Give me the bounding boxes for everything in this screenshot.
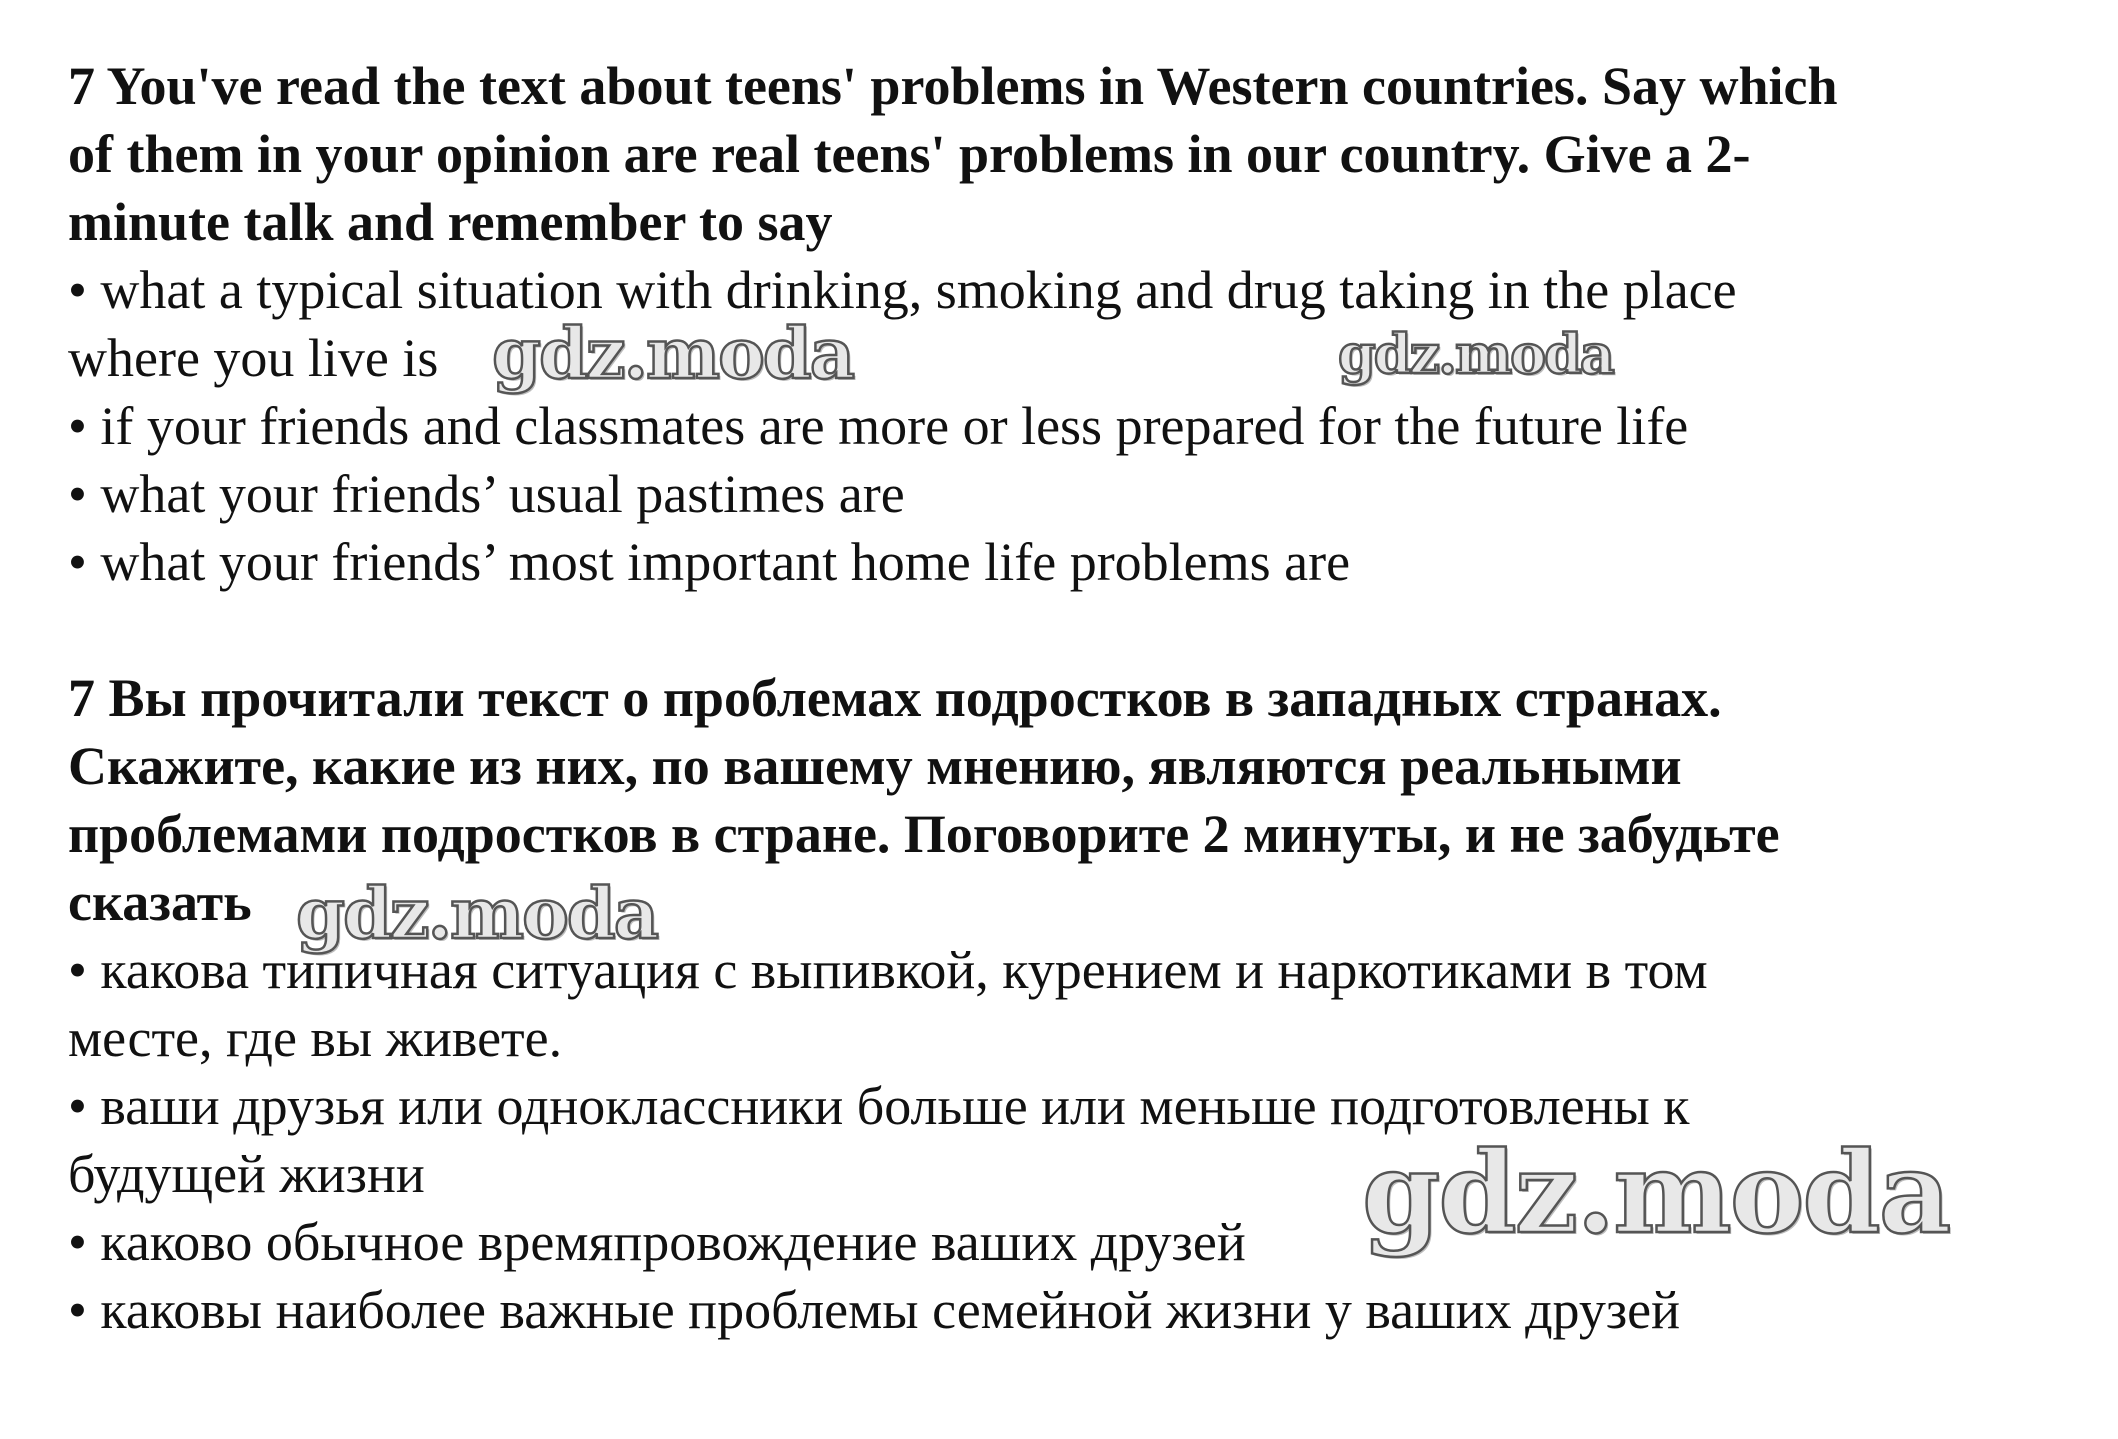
watermark-logo: gdz.moda (1362, 1128, 1950, 1259)
russian-bullet-line-4: будущей жизни (68, 1144, 425, 1204)
english-bullet-line-4: • what your friends’ usual pastimes are (68, 464, 905, 524)
english-bullet-line-1: • what a typical situation with drinking, smoking and drug taking in the place (68, 260, 1737, 320)
watermark-logo: gdz.moda (1338, 322, 1613, 386)
russian-heading-line-2: Скажите, какие из них, по вашему мнению, являются реальными (68, 736, 1682, 796)
watermark-logo: gdz.moda (296, 872, 658, 955)
russian-heading-line-3: проблемами подростков в стране. Поговорите 2 минуты, и не забудьте (68, 804, 1780, 864)
english-bullet-line-5: • what your friends’ most important home life problems are (68, 532, 1351, 592)
english-heading-line-1: 7 You've read the text about teens' problems in Western countries. Say which (68, 56, 1838, 116)
russian-bullet-line-6: • каковы наиболее важные проблемы семейной жизни у ваших друзей (68, 1280, 1681, 1340)
russian-bullet-line-5: • каково обычное времяпровождение ваших друзей (68, 1212, 1246, 1272)
russian-heading-line-4: сказать (68, 872, 252, 932)
english-heading-line-3: minute talk and remember to say (68, 192, 833, 252)
russian-bullet-line-2: месте, где вы живете. (68, 1008, 563, 1068)
english-bullet-line-3: • if your friends and classmates are more or less prepared for the future life (68, 396, 1689, 456)
russian-bullet-line-3: • ваши друзья или одноклассники больше или меньше подготовлены к (68, 1076, 1690, 1136)
watermark-logo: gdz.moda (492, 312, 854, 395)
english-heading-line-2: of them in your opinion are real teens' problems in our country. Give a 2- (68, 124, 1751, 184)
russian-bullet-line-1: • какова типичная ситуация с выпивкой, курением и наркотиками в том (68, 940, 1708, 1000)
russian-heading-line-1: 7 Вы прочитали текст о проблемах подростков в западных странах. (68, 668, 1722, 728)
english-bullet-line-2: where you live is (68, 328, 439, 388)
